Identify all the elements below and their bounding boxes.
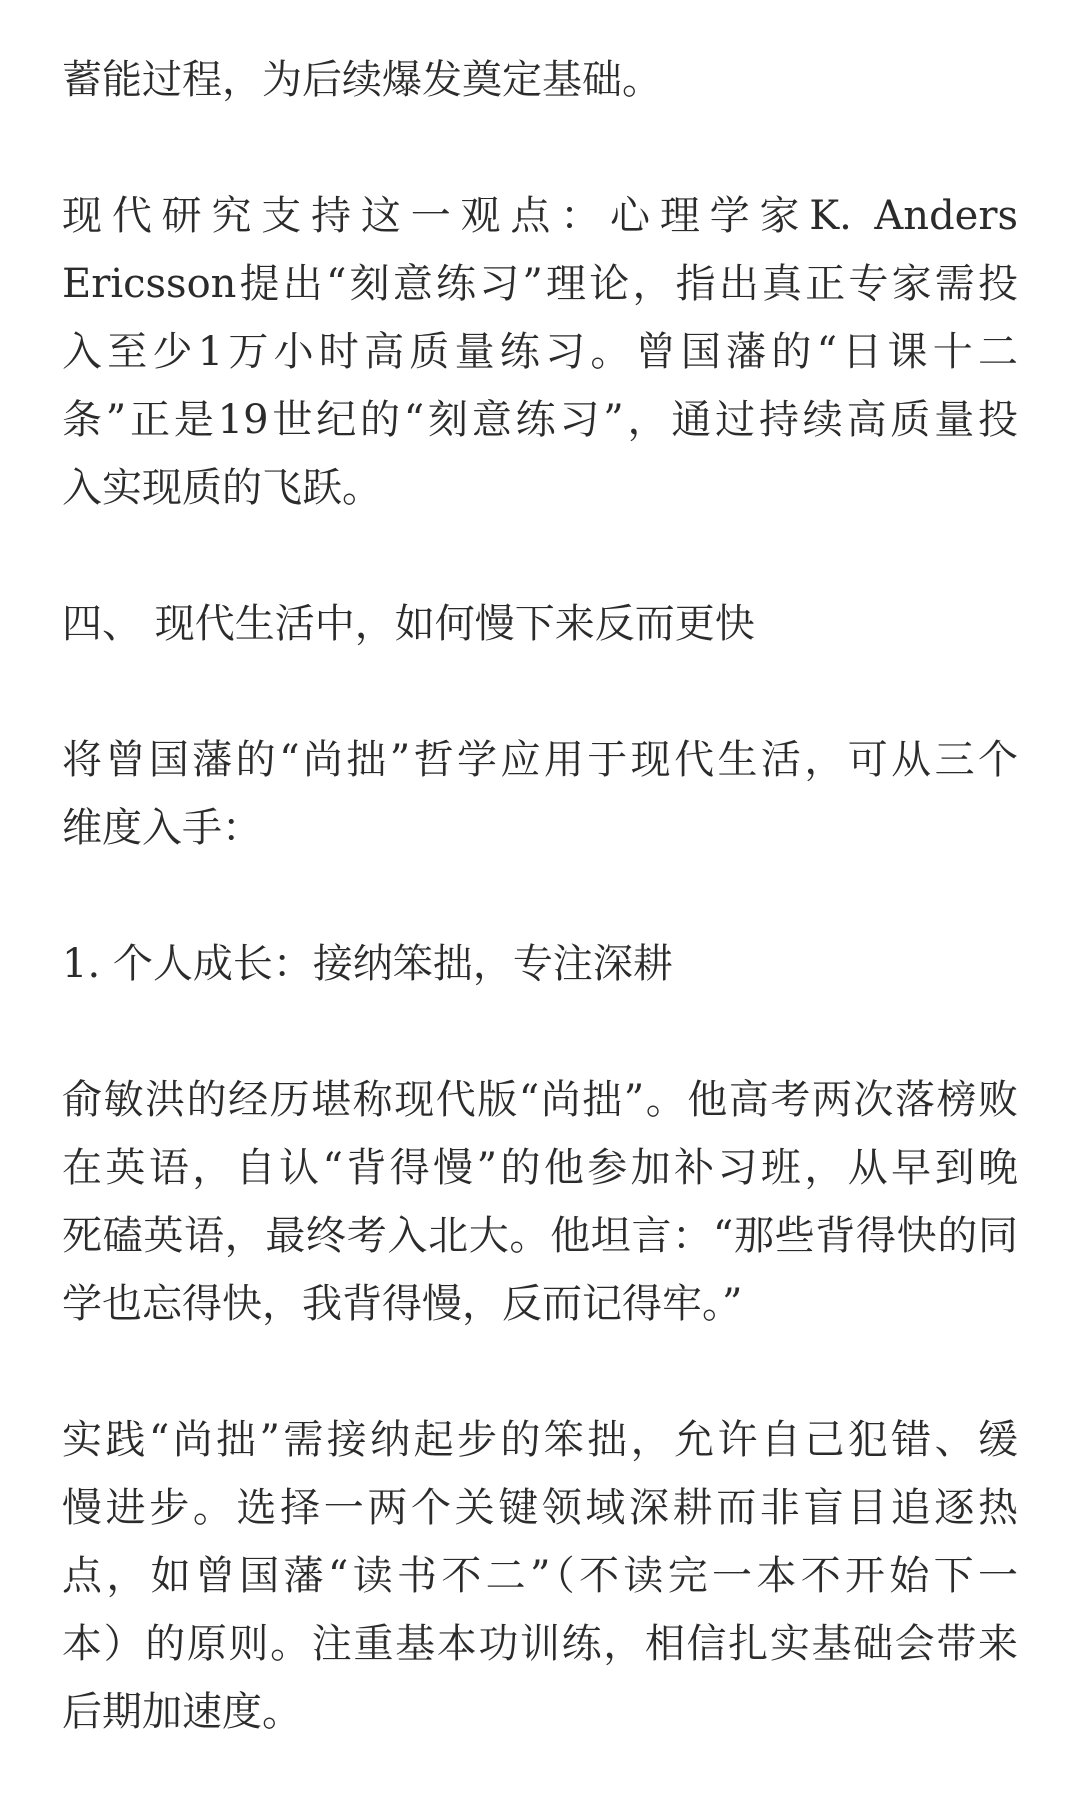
text-line: 维度入手： [62, 805, 262, 851]
paragraph-research [62, 182, 1018, 522]
text-line: 学也忘得快，我背得慢，反而记得牢。” [62, 1281, 743, 1327]
text-line: 条”正是19世纪的“刻意练习”，通过持续高质量投 [62, 397, 1018, 443]
text-line: 俞敏洪的经历堪称现代版“尚拙”。他高考两次落榜败 [62, 1077, 1018, 1123]
text-line: 死磕英语，最终考入北大。他坦言：“那些背得快的同 [62, 1213, 1018, 1259]
paragraph-yu-minhong [62, 1066, 1018, 1338]
text-line: 入至少1万小时高质量练习。曾国藩的“日课十二 [62, 329, 1018, 375]
paragraph-intro-end [62, 46, 1018, 114]
text-line: 将曾国藩的“尚拙”哲学应用于现代生活，可从三个 [62, 737, 1018, 783]
text-line: 点，如曾国藩“读书不二”（不读完一本不开始下一 [62, 1553, 1018, 1599]
paragraph-practice [62, 1406, 1018, 1746]
text-line: 在英语，自认“背得慢”的他参加补习班，从早到晚 [62, 1145, 1018, 1191]
text-line: 现代研究支持这一观点：心理学家K. Anders [62, 193, 1018, 239]
paragraph-three-dimensions [62, 726, 1018, 862]
section-heading-4: 四、 现代生活中，如何慢下来反而更快 [62, 601, 755, 647]
text-line: 本）的原则。注重基本功训练，相信扎实基础会带来 [62, 1621, 1018, 1667]
text-line: 实践“尚拙”需接纳起步的笨拙，允许自己犯错、缓 [62, 1417, 1018, 1463]
text-line: 后期加速度。 [62, 1689, 302, 1735]
text-line: Ericsson提出“刻意练习”理论，指出真正专家需投 [62, 261, 1018, 307]
text-line: 入实现质的飞跃。 [62, 465, 382, 511]
subheading-personal-growth: 1. 个人成长：接纳笨拙，专注深耕 [62, 941, 673, 987]
text-line: 蓄能过程，为后续爆发奠定基础。 [62, 57, 662, 103]
text-line: 慢进步。选择一两个关键领域深耕而非盲目追逐热 [62, 1485, 1018, 1531]
